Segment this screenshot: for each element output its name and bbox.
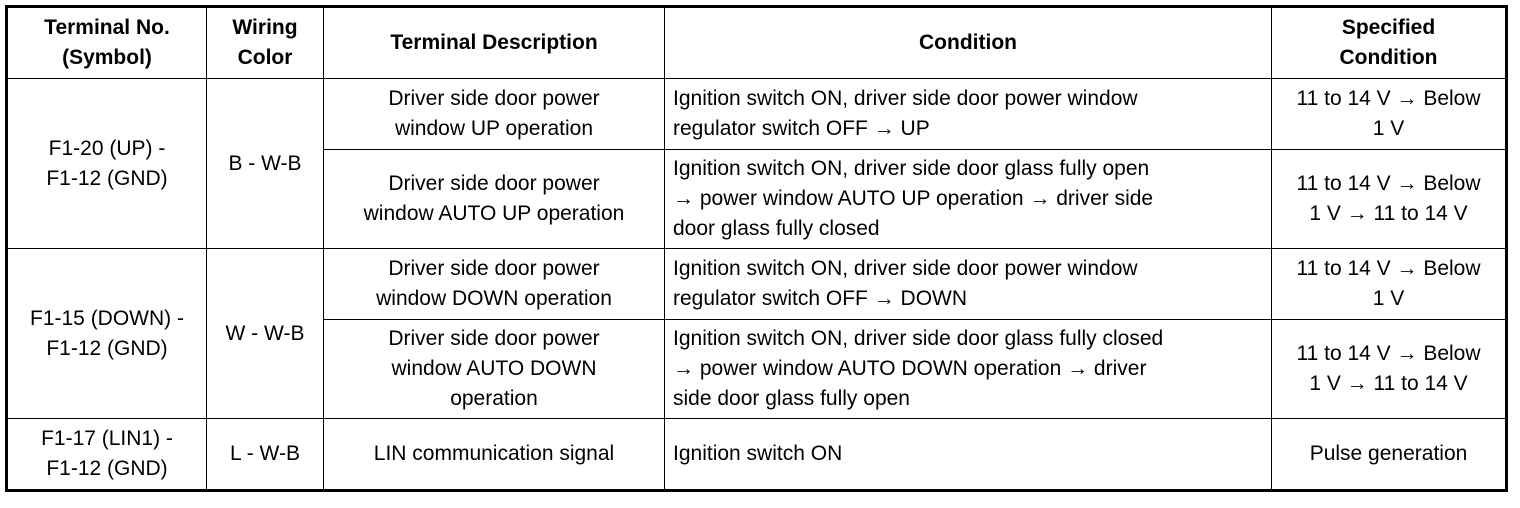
wiring-color-cell: B - W-B (207, 79, 324, 249)
header-terminal-description: Terminal Description (324, 7, 665, 79)
table-row (7, 249, 1507, 320)
header-condition: Condition (665, 7, 1272, 79)
condition-cell: Ignition switch ON, driver side door glass fully open → power window AUTO UP operation → driver side door glass fully closed (665, 150, 1272, 249)
wiring-color-cell: L - W-B (207, 419, 324, 491)
description-cell: Driver side door power window AUTO UP operation (324, 150, 665, 249)
terminal-cell: F1-20 (UP) - F1-12 (GND) (7, 79, 207, 249)
specified-condition-cell: 11 to 14 V → Below 1 V (1272, 249, 1507, 320)
specified-condition-cell: 11 to 14 V → Below 1 V → 11 to 14 V (1272, 320, 1507, 419)
condition-cell: Ignition switch ON (665, 419, 1272, 491)
header-terminal-no: Terminal No. (Symbol) (7, 7, 207, 79)
terminal-spec-table (5, 5, 1508, 492)
specified-condition-cell: 11 to 14 V → Below 1 V → 11 to 14 V (1272, 150, 1507, 249)
condition-cell: Ignition switch ON, driver side door glass fully closed → power window AUTO DOWN operation → driver side door glass fully open (665, 320, 1272, 419)
terminal-cell: F1-15 (DOWN) - F1-12 (GND) (7, 249, 207, 419)
specified-condition-cell: Pulse generation (1272, 419, 1507, 491)
header-row (7, 7, 1507, 79)
condition-cell: Ignition switch ON, driver side door power window regulator switch OFF → UP (665, 79, 1272, 150)
table-row (7, 79, 1507, 150)
description-cell: Driver side door power window DOWN operation (324, 249, 665, 320)
condition-cell: Ignition switch ON, driver side door power window regulator switch OFF → DOWN (665, 249, 1272, 320)
header-specified-condition: Specified Condition (1272, 7, 1507, 79)
description-cell: LIN communication signal (324, 419, 665, 491)
header-wiring-color: Wiring Color (207, 7, 324, 79)
table-row (7, 419, 1507, 491)
description-cell: Driver side door power window AUTO DOWN operation (324, 320, 665, 419)
specified-condition-cell: 11 to 14 V → Below 1 V (1272, 79, 1507, 150)
wiring-color-cell: W - W-B (207, 249, 324, 419)
description-cell: Driver side door power window UP operation (324, 79, 665, 150)
terminal-table-container (5, 5, 1508, 492)
terminal-cell: F1-17 (LIN1) - F1-12 (GND) (7, 419, 207, 491)
